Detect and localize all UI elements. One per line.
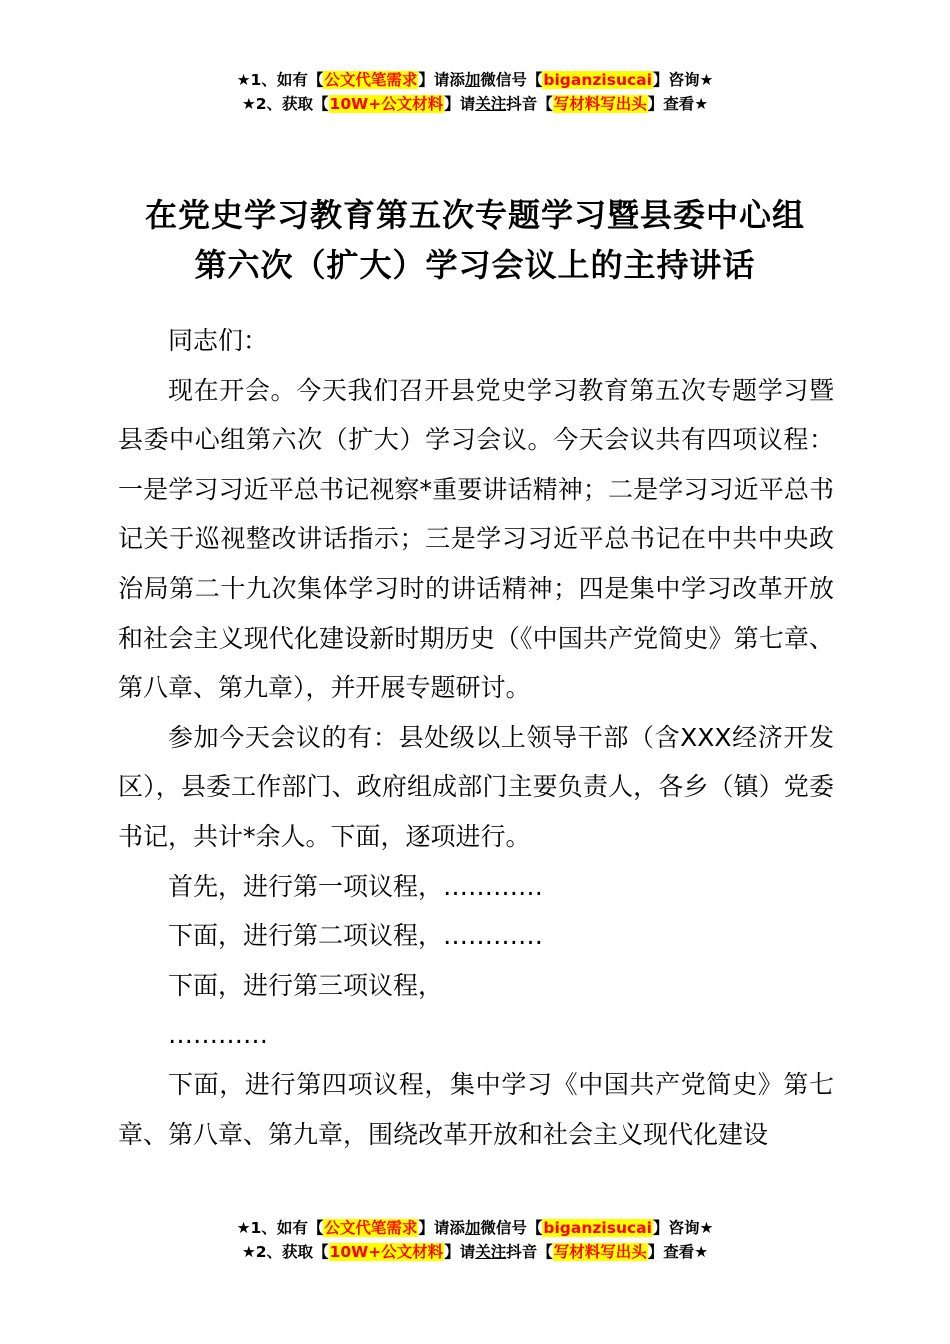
banner-underlined: 加 bbox=[464, 1219, 481, 1237]
banner-text: 】咨询★ bbox=[652, 71, 714, 89]
title-line-1: 在党史学习教育第五次专题学习暨县委中心组 bbox=[144, 196, 805, 234]
banner-highlight: 公文代笔需求 bbox=[324, 1219, 418, 1237]
banner-text: ★2、获取【 bbox=[241, 1243, 329, 1261]
banner-highlight: biganzisucai bbox=[543, 1219, 652, 1237]
banner-text: 】请 bbox=[444, 95, 476, 113]
banner-line-2 bbox=[0, 1240, 950, 1264]
banner-underlined: 关注 bbox=[475, 95, 507, 113]
banner-text: 抖音【 bbox=[506, 1243, 553, 1261]
banner-highlight: 写材料写出头 bbox=[553, 1243, 647, 1261]
banner-text: ★2、获取【 bbox=[241, 95, 329, 113]
paragraph-agenda-3: 下面，进行第三项议程， bbox=[168, 970, 444, 1000]
paragraph-agenda-1: 首先，进行第一项议程，………… bbox=[168, 871, 544, 901]
header-banner bbox=[0, 68, 950, 116]
banner-line-1 bbox=[0, 68, 950, 92]
banner-highlight: biganzisucai bbox=[543, 71, 652, 89]
banner-text: 】请添 bbox=[418, 1219, 465, 1237]
banner-text: 】查看★ bbox=[647, 1243, 709, 1261]
banner-highlight: 10W+公文材料 bbox=[329, 1243, 444, 1261]
banner-text: 微信号【 bbox=[480, 71, 543, 89]
banner-highlight: 10W+公文材料 bbox=[329, 95, 444, 113]
banner-text: 】请添 bbox=[418, 71, 465, 89]
banner-text: 】查看★ bbox=[647, 95, 709, 113]
paragraph-attendees: 参加今天会议的有：县处级以上领导干部（含XXX经济开发区），县委工作部门、政府组成部门主要负责人，各乡（镇）党委书记，共计*余人。下面，逐项进行。 bbox=[118, 722, 834, 851]
banner-text: 】请 bbox=[444, 1243, 476, 1261]
paragraph-ellipsis: ………… bbox=[168, 1020, 268, 1050]
banner-text: 抖音【 bbox=[506, 95, 553, 113]
document-title bbox=[0, 190, 950, 290]
title-line-2: 第六次（扩大）学习会议上的主持讲话 bbox=[194, 246, 756, 284]
document-body bbox=[118, 316, 834, 1159]
banner-text: 】咨询★ bbox=[652, 1219, 714, 1237]
footer-banner bbox=[0, 1216, 950, 1264]
paragraph-agenda-4: 下面，进行第四项议程，集中学习《中国共产党简史》第七章、第八章、第九章，围绕改革开放和社会主义现代化建设 bbox=[118, 1069, 834, 1149]
banner-line-2 bbox=[0, 92, 950, 116]
banner-text: 微信号【 bbox=[480, 1219, 543, 1237]
banner-highlight: 写材料写出头 bbox=[553, 95, 647, 113]
banner-highlight: 公文代笔需求 bbox=[324, 71, 418, 89]
banner-underlined: 关注 bbox=[475, 1243, 507, 1261]
banner-underlined: 加 bbox=[464, 71, 481, 89]
banner-line-1 bbox=[0, 1216, 950, 1240]
paragraph-opening: 现在开会。今天我们召开县党史学习教育第五次专题学习暨县委中心组第六次（扩大）学习会议。今天会议共有四项议程：一是学习习近平总书记视察*重要讲话精神；二是学习习近平总书记关于巡视整改讲话指示；三是学习习近平总书记在中共中央政治局第二十九次集体学习时的讲话精神；四是集中学习改革开放和社会主义现代化建设新时期历史（《中国共产党简史》第七章、第八章、第九章），并开展专题研讨。 bbox=[118, 375, 834, 703]
paragraph-agenda-2: 下面，进行第二项议程，………… bbox=[168, 921, 544, 951]
paragraph-greeting: 同志们： bbox=[168, 326, 269, 355]
banner-text: ★1、如有【 bbox=[236, 71, 324, 89]
banner-text: ★1、如有【 bbox=[236, 1219, 324, 1237]
